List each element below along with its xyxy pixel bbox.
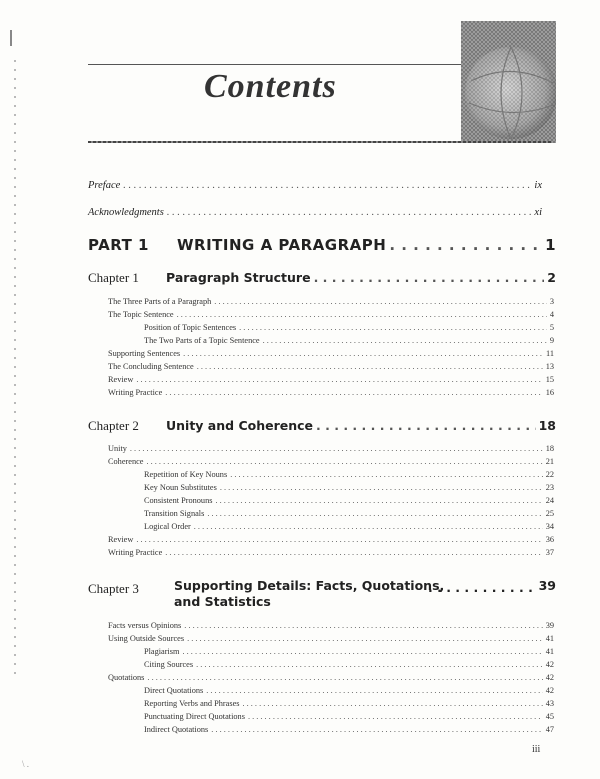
leader-dots [165, 388, 542, 397]
toc-entry-label: Quotations [108, 673, 145, 682]
leader-dots [220, 483, 543, 492]
toc-entry-label: Plagiarism [144, 647, 180, 656]
toc-entry-label: Acknowledgments [88, 207, 164, 218]
leader-dots [197, 362, 543, 371]
page-title: Contents [204, 68, 337, 105]
leader-dots [230, 470, 543, 479]
toc-entry-label: Consistent Pronouns [144, 496, 213, 505]
leader-dots [187, 634, 543, 643]
toc-entry[interactable] [144, 323, 554, 332]
toc-entry-page: 24 [545, 496, 554, 505]
header-bottom-rule [88, 141, 552, 143]
toc-entry-label: The Topic Sentence [108, 310, 174, 319]
toc-entry-label: Indirect Quotations [144, 725, 209, 734]
header-decorative-image [461, 21, 556, 143]
toc-entry[interactable] [108, 621, 554, 630]
toc-entry[interactable] [144, 647, 554, 656]
toc-entry[interactable] [108, 297, 554, 306]
leader-dots [184, 621, 542, 630]
part-page: 1 [545, 236, 556, 254]
toc-entry-label: Unity [108, 444, 127, 453]
chapter-label: Chapter 3 [88, 581, 139, 596]
toc-entry-preface[interactable] [88, 180, 542, 191]
toc-entry[interactable] [108, 444, 554, 453]
leader-dots [136, 375, 542, 384]
chapter-label: Chapter 1 [88, 270, 139, 285]
binding-mark [10, 30, 22, 46]
leader-dots [146, 457, 542, 466]
toc-entry-label: Punctuating Direct Quotations [144, 712, 245, 721]
toc-entry-label: Reporting Verbs and Phrases [144, 699, 240, 708]
toc-entry[interactable] [144, 470, 554, 479]
toc-entry-page: 13 [545, 362, 554, 371]
chapter-title: Paragraph Structure [166, 270, 311, 285]
toc-entry-page: 42 [545, 673, 554, 682]
toc-entry-page: 4 [549, 310, 554, 319]
toc-entry-page: ix [534, 180, 542, 191]
toc-entry[interactable] [144, 509, 554, 518]
toc-chapter-1[interactable] [88, 270, 556, 286]
leader-dots [123, 180, 531, 191]
toc-entry-label: Review [108, 535, 134, 544]
toc-entry-page: 5 [549, 323, 554, 332]
toc-entry-label: Using Outside Sources [108, 634, 185, 643]
leader-dots [130, 444, 543, 453]
toc-entry-label: Key Noun Substitutes [144, 483, 217, 492]
chapter-page: 2 [547, 270, 556, 285]
toc-entry[interactable] [144, 496, 554, 505]
leader-dots [136, 535, 542, 544]
toc-entry-label: Writing Practice [108, 388, 163, 397]
toc-entry[interactable] [144, 336, 554, 345]
leader-dots [428, 580, 536, 595]
toc-entry-label: Supporting Sentences [108, 349, 181, 358]
toc-entry-page: 42 [545, 660, 554, 669]
chapter-title-line-1: Supporting Details: Facts, Quotations, [174, 578, 445, 593]
toc-entry-label: Logical Order [144, 522, 191, 531]
toc-entry-label: Repetition of Key Nouns [144, 470, 228, 479]
toc-entry[interactable] [108, 310, 554, 319]
toc-entry-label: Coherence [108, 457, 144, 466]
toc-entry-label: The Concluding Sentence [108, 362, 194, 371]
page-number: iii [532, 744, 541, 755]
leader-dots [196, 660, 543, 669]
chapter-page: 39 [538, 578, 556, 593]
toc-entry[interactable] [108, 375, 554, 384]
toc-entry-label: Facts versus Opinions [108, 621, 182, 630]
toc-entry-label: The Two Parts of a Topic Sentence [144, 336, 260, 345]
leader-dots [263, 336, 547, 345]
toc-entry-label: Preface [88, 180, 121, 191]
leader-dots [147, 673, 542, 682]
toc-entry[interactable] [108, 535, 554, 544]
toc-entry-page: 11 [546, 349, 554, 358]
leader-dots [183, 349, 543, 358]
leader-dots [167, 207, 532, 218]
toc-entry-page: 34 [545, 522, 554, 531]
toc-chapter-2[interactable] [88, 418, 556, 434]
toc-entry-page: 16 [545, 388, 554, 397]
leader-dots [211, 725, 542, 734]
leader-dots [194, 522, 543, 531]
toc-entry-page: 23 [545, 483, 554, 492]
toc-entry-page: xi [534, 207, 542, 218]
toc-entry-page: 45 [545, 712, 554, 721]
toc-entry-label: Position of Topic Sentences [144, 323, 237, 332]
toc-entry-page: 36 [545, 535, 554, 544]
leader-dots [214, 297, 547, 306]
toc-entry-page: 47 [545, 725, 554, 734]
toc-entry-page: 15 [545, 375, 554, 384]
toc-entry[interactable] [144, 660, 554, 669]
toc-entry[interactable] [108, 673, 554, 682]
toc-entry-label: Citing Sources [144, 660, 194, 669]
leader-dots [242, 699, 542, 708]
toc-part-1[interactable] [88, 236, 556, 254]
leader-dots [207, 509, 542, 518]
leader-dots [239, 323, 547, 332]
leader-dots [314, 270, 545, 285]
toc-entry[interactable] [144, 483, 554, 492]
leader-dots [248, 712, 543, 721]
toc-entry-page: 37 [545, 548, 554, 557]
toc-entry[interactable] [108, 349, 554, 358]
leader-dots [177, 310, 547, 319]
toc-entry[interactable] [144, 699, 554, 708]
toc-entry-page: 18 [545, 444, 554, 453]
leader-dots [206, 686, 542, 695]
toc-entry[interactable] [144, 725, 554, 734]
part-title: WRITING A PARAGRAPH [177, 236, 387, 254]
toc-entry[interactable] [144, 522, 554, 531]
toc-entry[interactable] [108, 548, 554, 557]
leader-dots [316, 418, 536, 433]
scan-gutter-dots [14, 60, 16, 680]
leader-dots [389, 236, 542, 254]
toc-entry-page: 42 [545, 686, 554, 695]
chapter-title: Unity and Coherence [166, 418, 314, 433]
leader-dots [215, 496, 542, 505]
toc-entry-acknowledgments[interactable] [88, 207, 542, 218]
toc-entry-label: The Three Parts of a Paragraph [108, 297, 212, 306]
toc-entry[interactable] [108, 634, 554, 643]
leader-dots [183, 647, 543, 656]
toc-entry-page: 21 [545, 457, 554, 466]
toc-entry-page: 41 [545, 634, 554, 643]
toc-entry[interactable] [108, 457, 554, 466]
toc-entry-label: Review [108, 375, 134, 384]
toc-entry[interactable] [144, 686, 554, 695]
toc-entry[interactable] [108, 388, 554, 397]
toc-entry-label: Direct Quotations [144, 686, 204, 695]
chapter-page: 18 [538, 418, 556, 433]
toc-entry-page: 22 [545, 470, 554, 479]
toc-entry[interactable] [108, 362, 554, 371]
chapter-label: Chapter 2 [88, 418, 139, 433]
toc-entry-page: 43 [545, 699, 554, 708]
toc-entry-label: Transition Signals [144, 509, 205, 518]
toc-entry-page: 41 [545, 647, 554, 656]
chapter-title-line-2: and Statistics [174, 594, 271, 609]
toc-entry-label: Writing Practice [108, 548, 163, 557]
scan-corner-mark: \ . [22, 759, 30, 769]
toc-entry-page: 3 [549, 297, 554, 306]
toc-entry-page: 39 [545, 621, 554, 630]
toc-entry-page: 9 [549, 336, 554, 345]
leader-dots [165, 548, 542, 557]
part-label: PART 1 [88, 236, 149, 254]
toc-entry-page: 25 [545, 509, 554, 518]
toc-entry[interactable] [144, 712, 554, 721]
